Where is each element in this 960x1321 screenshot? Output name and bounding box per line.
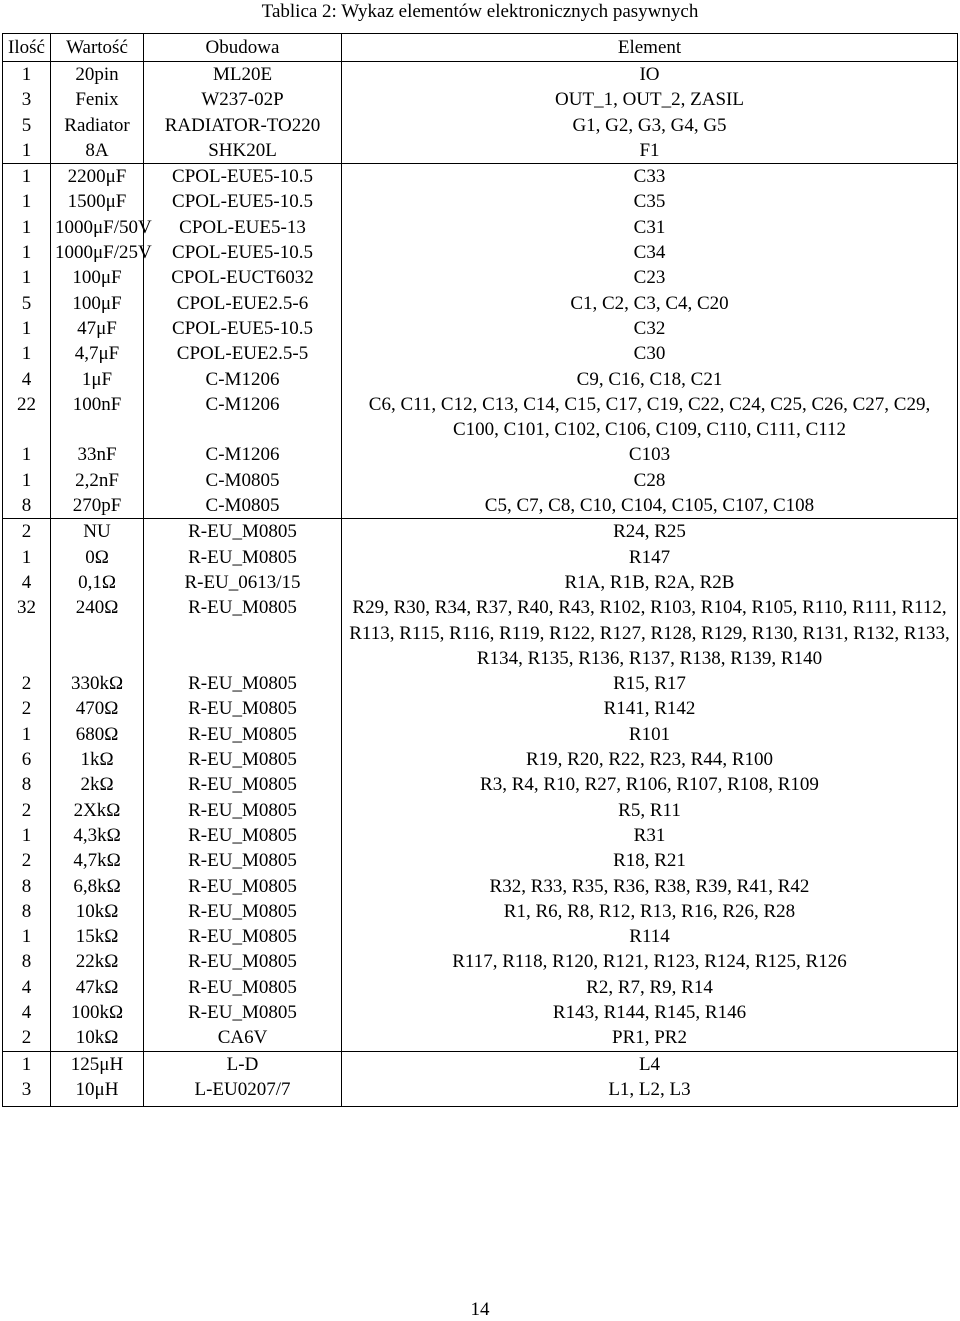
cell-value: 10kΩ	[51, 899, 144, 924]
cell-element: C32	[342, 316, 958, 341]
cell-quantity: 4	[3, 367, 51, 392]
cell-element: R15, R17	[342, 671, 958, 696]
table-row	[3, 975, 958, 1000]
cell-value: 2XkΩ	[51, 798, 144, 823]
cell-value: 20pin	[51, 62, 144, 88]
cell-package: C-M1206	[144, 392, 342, 443]
cell-value: 47kΩ	[51, 975, 144, 1000]
cell-element: PR1, PR2	[342, 1025, 958, 1051]
cell-value: 1μF	[51, 367, 144, 392]
cell-quantity: 4	[3, 570, 51, 595]
cell-value: 22kΩ	[51, 949, 144, 974]
cell-package: R-EU_M0805	[144, 823, 342, 848]
header-ilosc: Ilość	[3, 34, 51, 62]
cell-package: R-EU_M0805	[144, 949, 342, 974]
cell-package: R-EU_M0805	[144, 924, 342, 949]
cell-value: 470Ω	[51, 696, 144, 721]
cell-quantity: 4	[3, 975, 51, 1000]
cell-value: 2200μF	[51, 164, 144, 190]
cell-quantity: 1	[3, 189, 51, 214]
table-row	[3, 493, 958, 519]
cell-package: RADIATOR-TO220	[144, 113, 342, 138]
cell-value: Fenix	[51, 87, 144, 112]
cell-value: 100kΩ	[51, 1000, 144, 1025]
page-number: 14	[470, 1299, 490, 1320]
cell-package: L-D	[144, 1051, 342, 1077]
cell-quantity: 1	[3, 62, 51, 88]
cell-value: 47μF	[51, 316, 144, 341]
cell-value: 1kΩ	[51, 747, 144, 772]
cell-quantity: 1	[3, 924, 51, 949]
table-row	[3, 215, 958, 240]
cell-package: C-M1206	[144, 442, 342, 467]
table-row	[3, 747, 958, 772]
table-row	[3, 949, 958, 974]
table-row	[3, 772, 958, 797]
cell-value: 10μH	[51, 1077, 144, 1107]
cell-quantity: 6	[3, 747, 51, 772]
cell-element: F1	[342, 138, 958, 164]
cell-package: W237-02P	[144, 87, 342, 112]
table-row	[3, 291, 958, 316]
cell-package: CPOL-EUCT6032	[144, 265, 342, 290]
cell-quantity: 1	[3, 545, 51, 570]
cell-element: R141, R142	[342, 696, 958, 721]
cell-package: C-M0805	[144, 493, 342, 519]
cell-value: Radiator	[51, 113, 144, 138]
cell-quantity: 1	[3, 265, 51, 290]
cell-quantity: 2	[3, 671, 51, 696]
cell-package: CPOL-EUE5-10.5	[144, 316, 342, 341]
cell-element: R24, R25	[342, 519, 958, 545]
cell-element: R32, R33, R35, R36, R38, R39, R41, R42	[342, 874, 958, 899]
table-row	[3, 696, 958, 721]
cell-element: L4	[342, 1051, 958, 1077]
cell-package: R-EU_M0805	[144, 874, 342, 899]
cell-package: CPOL-EUE5-10.5	[144, 189, 342, 214]
cell-quantity: 1	[3, 468, 51, 493]
cell-value: 8A	[51, 138, 144, 164]
table-row	[3, 442, 958, 467]
cell-element: R2, R7, R9, R14	[342, 975, 958, 1000]
cell-element: R143, R144, R145, R146	[342, 1000, 958, 1025]
cell-value: 270pF	[51, 493, 144, 519]
cell-element: C1, C2, C3, C4, C20	[342, 291, 958, 316]
cell-package: CPOL-EUE5-10.5	[144, 164, 342, 190]
cell-quantity: 1	[3, 722, 51, 747]
table-row	[3, 138, 958, 164]
cell-quantity: 1	[3, 240, 51, 265]
cell-quantity: 1	[3, 316, 51, 341]
cell-element: R5, R11	[342, 798, 958, 823]
cell-element: R101	[342, 722, 958, 747]
cell-element: OUT_1, OUT_2, ZASIL	[342, 87, 958, 112]
cell-quantity: 32	[3, 595, 51, 671]
cell-quantity: 2	[3, 848, 51, 873]
table-row	[3, 874, 958, 899]
cell-value: 4,3kΩ	[51, 823, 144, 848]
cell-element: R1A, R1B, R2A, R2B	[342, 570, 958, 595]
cell-element: R18, R21	[342, 848, 958, 873]
cell-package: L-EU0207/7	[144, 1077, 342, 1107]
table-row	[3, 392, 958, 443]
table-row	[3, 545, 958, 570]
cell-element: C23	[342, 265, 958, 290]
table-row	[3, 240, 958, 265]
cell-value: 100nF	[51, 392, 144, 443]
cell-quantity: 1	[3, 823, 51, 848]
cell-package: R-EU_M0805	[144, 1000, 342, 1025]
header-element: Element	[342, 34, 958, 62]
cell-quantity: 8	[3, 949, 51, 974]
table-row	[3, 468, 958, 493]
cell-value: 4,7μF	[51, 341, 144, 366]
cell-value: 240Ω	[51, 595, 144, 671]
cell-quantity: 1	[3, 442, 51, 467]
cell-value: 680Ω	[51, 722, 144, 747]
cell-package: R-EU_M0805	[144, 595, 342, 671]
cell-package: R-EU_M0805	[144, 545, 342, 570]
cell-quantity: 8	[3, 899, 51, 924]
cell-value: 6,8kΩ	[51, 874, 144, 899]
table-row	[3, 823, 958, 848]
cell-element: R31	[342, 823, 958, 848]
cell-package: R-EU_M0805	[144, 747, 342, 772]
cell-package: R-EU_M0805	[144, 696, 342, 721]
cell-value: 1000μF/50V	[51, 215, 144, 240]
cell-value: 100μF	[51, 291, 144, 316]
cell-package: C-M0805	[144, 468, 342, 493]
cell-quantity: 1	[3, 1051, 51, 1077]
cell-package: R-EU_M0805	[144, 772, 342, 797]
passive-components-table	[2, 33, 958, 1107]
cell-value: 4,7kΩ	[51, 848, 144, 873]
cell-package: R-EU_M0805	[144, 798, 342, 823]
cell-element: C35	[342, 189, 958, 214]
cell-element: C103	[342, 442, 958, 467]
cell-package: CA6V	[144, 1025, 342, 1051]
table-row	[3, 570, 958, 595]
cell-value: 1000μF/25V	[51, 240, 144, 265]
cell-element: R1, R6, R8, R12, R13, R16, R26, R28	[342, 899, 958, 924]
table-row	[3, 316, 958, 341]
header-wartosc: Wartość	[51, 34, 144, 62]
cell-value: 15kΩ	[51, 924, 144, 949]
cell-element: IO	[342, 62, 958, 88]
cell-quantity: 5	[3, 113, 51, 138]
table-row	[3, 113, 958, 138]
cell-quantity: 4	[3, 1000, 51, 1025]
cell-value: 33nF	[51, 442, 144, 467]
table-row	[3, 671, 958, 696]
cell-element: C28	[342, 468, 958, 493]
cell-quantity: 1	[3, 164, 51, 190]
cell-quantity: 5	[3, 291, 51, 316]
table-row	[3, 189, 958, 214]
table-caption: Tablica 2: Wykaz elementów elektronicznych pasywnych	[261, 1, 699, 22]
cell-quantity: 2	[3, 1025, 51, 1051]
header-obudowa: Obudowa	[144, 34, 342, 62]
cell-quantity: 3	[3, 87, 51, 112]
cell-package: R-EU_M0805	[144, 722, 342, 747]
cell-package: CPOL-EUE5-10.5	[144, 240, 342, 265]
cell-element: R117, R118, R120, R121, R123, R124, R125, R126	[342, 949, 958, 974]
table-row	[3, 1025, 958, 1051]
table-row	[3, 1051, 958, 1077]
cell-quantity: 1	[3, 341, 51, 366]
table-row	[3, 924, 958, 949]
cell-element: C30	[342, 341, 958, 366]
cell-element: C5, C7, C8, C10, C104, C105, C107, C108	[342, 493, 958, 519]
table-body	[3, 62, 958, 1107]
table-row	[3, 1000, 958, 1025]
table-row	[3, 595, 958, 671]
cell-quantity: 2	[3, 519, 51, 545]
cell-quantity: 3	[3, 1077, 51, 1107]
cell-element: R29, R30, R34, R37, R40, R43, R102, R103, R104, R105, R110, R111, R112, R113, R115, R116, R119, R122, R127, R128, R129, R130, R131, R132, R133, R134, R135, R136, R137, R138, R139, R140	[342, 595, 958, 671]
cell-element: R114	[342, 924, 958, 949]
table-row	[3, 848, 958, 873]
cell-value: 125μH	[51, 1051, 144, 1077]
table-row	[3, 519, 958, 545]
table-row	[3, 899, 958, 924]
cell-package: R-EU_M0805	[144, 671, 342, 696]
cell-quantity: 22	[3, 392, 51, 443]
table-row	[3, 722, 958, 747]
table-row	[3, 1077, 958, 1107]
cell-value: 1500μF	[51, 189, 144, 214]
cell-element: C9, C16, C18, C21	[342, 367, 958, 392]
cell-package: R-EU_M0805	[144, 975, 342, 1000]
cell-element: C6, C11, C12, C13, C14, C15, C17, C19, C22, C24, C25, C26, C27, C29, C100, C101, C102, C106, C109, C110, C111, C112	[342, 392, 958, 443]
cell-package: CPOL-EUE2.5-6	[144, 291, 342, 316]
cell-value: 2kΩ	[51, 772, 144, 797]
cell-value: 100μF	[51, 265, 144, 290]
cell-package: R-EU_0613/15	[144, 570, 342, 595]
cell-value: 0,1Ω	[51, 570, 144, 595]
cell-value: 330kΩ	[51, 671, 144, 696]
table-row	[3, 798, 958, 823]
table-row	[3, 265, 958, 290]
table-header-row	[3, 34, 958, 62]
cell-package: SHK20L	[144, 138, 342, 164]
cell-package: CPOL-EUE5-13	[144, 215, 342, 240]
cell-quantity: 8	[3, 493, 51, 519]
table-row	[3, 341, 958, 366]
table-row	[3, 367, 958, 392]
cell-package: R-EU_M0805	[144, 519, 342, 545]
cell-package: R-EU_M0805	[144, 848, 342, 873]
cell-quantity: 1	[3, 215, 51, 240]
cell-quantity: 2	[3, 696, 51, 721]
cell-quantity: 8	[3, 772, 51, 797]
cell-value: 0Ω	[51, 545, 144, 570]
cell-quantity: 8	[3, 874, 51, 899]
table-row	[3, 87, 958, 112]
cell-quantity: 1	[3, 138, 51, 164]
cell-element: R147	[342, 545, 958, 570]
cell-package: C-M1206	[144, 367, 342, 392]
cell-value: NU	[51, 519, 144, 545]
cell-element: R3, R4, R10, R27, R106, R107, R108, R109	[342, 772, 958, 797]
cell-quantity: 2	[3, 798, 51, 823]
cell-package: R-EU_M0805	[144, 899, 342, 924]
cell-element: L1, L2, L3	[342, 1077, 958, 1107]
cell-value: 10kΩ	[51, 1025, 144, 1051]
cell-package: ML20E	[144, 62, 342, 88]
cell-element: C31	[342, 215, 958, 240]
table-row	[3, 62, 958, 88]
cell-element: G1, G2, G3, G4, G5	[342, 113, 958, 138]
cell-element: R19, R20, R22, R23, R44, R100	[342, 747, 958, 772]
cell-package: CPOL-EUE2.5-5	[144, 341, 342, 366]
table-row	[3, 164, 958, 190]
cell-element: C34	[342, 240, 958, 265]
cell-element: C33	[342, 164, 958, 190]
cell-value: 2,2nF	[51, 468, 144, 493]
